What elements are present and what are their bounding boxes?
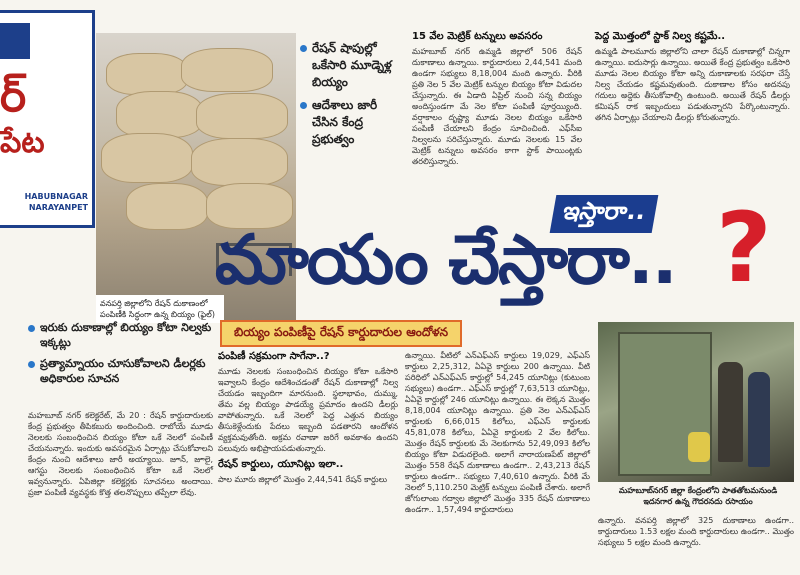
article-column-stats xyxy=(405,350,590,515)
column-body: పాల మూరు జిల్లాలో మొత్తం 2,44,541 రేషన్ కార్డులు xyxy=(218,475,388,484)
bullet-item: ఇరుకు దుకాణాల్లో బియ్యం కోటా నిల్వకు ఇక్కట్లు xyxy=(28,320,213,350)
article-column-left xyxy=(28,410,213,498)
headline-subtitle: బియ్యం పంపిణీపై రేషన్ కార్డుదారుల ఆందోళన xyxy=(220,320,462,347)
column-heading: పంపిణీ సక్రమంగా సాగేనా..? xyxy=(218,351,330,362)
article-column-far-right xyxy=(598,515,794,548)
article-column-center xyxy=(218,350,398,485)
column-heading: 15 వేల మెట్రిక్ టన్నులు అవసరం xyxy=(412,31,543,42)
bullet-icon xyxy=(300,45,307,52)
column-body: ఉన్నాయి. వీటిలో ఎన్‌ఎఫ్‌ఎస్ కార్డులు 19,029, ఎఫ్‌ఎస్ కార్డులు 2,25,312, ఏఏవై కార్డులు 200 ఉన్నాయి. వీటి పరిధిలో ఎన్‌ఎఫ్‌ఎస్ కార్డుల్లో 54,245 యూనిట్లు (కుటుంబ సభ్యులు) ఉండగా.. ఎఫ్‌ఎస్ కార్డుల్లో 7,63,513 యూనిట్లు, ఏఏవై కార్డుల్లో 246 యూనిట్లు ఉన్నాయి. ఈ లెక్కన మొత్తం 8,18,004 యూనిట్లు ఉన్నాయి. ప్రతి నెల ఎన్‌ఎఫ్‌ఎస్ కార్డులకు 6,66,015 కిలోలు, ఎఫ్‌ఎస్ కార్డులకు 45,81,078 కిలోలు, ఏఏవై కార్డులకు 2 వేల కిలోలు. మొత్తం రేషన్ కార్డులకు మే నెలకుగాను 52,49,093 కిలోల బియ్యం కోటా విడుదలైంది. అలాగే నారాయణపేట్ జిల్లాలో మొత్తం 558 రేషన్ దుకాణాలు ఉండగా.. 2,43,213 రేషన్ కార్డులు ఉండగా.. సభ్యులు 7,40,610 ఉన్నారు. వీరికి మే నెలలో 5,110.250 మెట్రిక్ టన్నులు పంపిణీ చేశారు. అలాగే జోగులాంబ గద్వాల జిల్లాలో మొత్తం 335 రేషన్ దుకాణాలు ఉండగా.. 1,57,494 కార్డుదారులు xyxy=(405,351,590,514)
column-body: మహబూబ్ నగర్ కలెక్టరేట్, మే 20 : రేషన్ కార్డుదారులకు కేంద్ర ప్రభుత్వం తీపికబురు అందించింది. రాబోయే మూడు నెలలకు సంబంధించిన బియ్యం కోటా ఒకే నెలలో పంపిణీ చేయనున్నారు. ఇందుకు అవసరమైన ఏర్పాట్లు చేసుకోవాలని కేంద్రం నుంచి ఆదేశాలు జారీ అయ్యాయి. జూన్, జూలై, ఆగస్టు నెలలకు సంబంధించిన కోటా ఒకే నెలలో ఇవ్వనున్నారు. ఏపిజిల్లా కలెక్టర్లకు సూచనలు అందాయి. ప్రజా పంపిణీ వ్యవస్థకు కొత్త తలనొప్పులు తప్పేలా లేవు. xyxy=(28,411,213,497)
column-heading: పెద్ద మొత్తంలో స్టాక్ నిల్వ కష్టమే.. xyxy=(595,31,726,42)
column-body: మూడు నెలలకు సంబంధించిన బియ్యం కోటా ఒకేసారి ఇవ్వాలని కేంద్రం ఆదేశించడంతో రేషన్ దుకాణాల్లో నిల్వ చేయడం ఇబ్బందిగా మారనుంది. స్థలాభావం, దుమ్ము, తేమ వల్ల బియ్యం పాడయ్యే ప్రమాదం ఉందని డీలర్లు వాపోతున్నారు. ఒకే నెలలో పెద్ద ఎత్తున బియ్యం తీసుకెళ్లేందుకు పేదలు ఇబ్బంది పడతారని ఆందోళన వ్యక్తమవుతోంది. అక్రమ రవాణా జరిగే అవకాశం ఉందని పలువురు అభిప్రాయపడుతున్నారు. xyxy=(218,367,398,453)
side-bullets xyxy=(28,320,213,392)
photo-caption: వనపర్తి జిల్లాలోని రేషన్ దుకాణంలో పంపిణీకి సిద్ధంగా ఉన్న బియ్యం (ఫైల్) xyxy=(96,295,224,323)
column-body: మహబూబ్ నగర్ ఉమ్మడి జిల్లాలో 506 రేషన్ దుకాణాలు ఉన్నాయి. కార్డుదారులు 2,44,541 మంది ఉండగా సభ్యులు 8,18,004 మంది ఉన్నారు. వీరికి ప్రతి నెల 5 వేల మెట్రిక్ టన్నుల బియ్యం కోటా విడుదల చేస్తున్నారు. ఈ ఏడాది ఏప్రిల్ నుంచి సన్న బియ్యం అందిస్తుండగా మే నెల కోటా పంపిణీ పూర్తయ్యింది. వర్షాకాలం దృష్ట్యా మూడు నెలల బియ్యం ఒకేసారి పంపిణీ చేయాలని కేంద్రం సూచించింది. ఎఫ్‌సీఐ నిల్వలను సరిచేస్తున్నారు. మూడు నెలలకు 15 వేల మెట్రిక్ టన్నులు అవసరం కాగా స్టాక్ పాయింట్లకు తరలిస్తున్నారు. xyxy=(412,47,582,166)
masthead-subtitle: పేట xyxy=(0,125,45,160)
headline-question-mark: ? xyxy=(716,192,772,304)
bullet-icon xyxy=(300,102,307,109)
masthead xyxy=(0,10,95,228)
ration-shop-photo xyxy=(598,322,794,482)
bullet-icon xyxy=(28,325,35,332)
masthead-title: ర్ xyxy=(0,71,27,122)
masthead-location: HABUBNAGAR NARAYANPET xyxy=(24,192,88,212)
bullet-item: ప్రత్యామ్నాయం చూసుకోవాలని డీలర్లకు అధికారుల సూచన xyxy=(28,356,213,386)
column-body: ఉన్నారు. వనపర్తి జిల్లాలో 325 దుకాణాలు ఉండగా.. కార్డుదారులు 1.53 లక్షల మంది కార్డుదారులు ఉండగా.. మొత్తం సభ్యులు 5 లక్షల మంది ఉన్నారు. xyxy=(598,516,794,547)
article-column-right xyxy=(595,30,790,123)
masthead-accent xyxy=(0,23,30,59)
column-body: ఉమ్మడి పాలమూరు జిల్లాలోని చాలా రేషన్ దుకాణాల్లో చిన్నగా ఉన్నాయి. ఐదుసార్లు ఉన్నాయి. అయితే కేంద్ర ప్రభుత్వం ఒకేసారి మూడు నెలల బియ్యం కోటా అన్ని దుకాణాలకు సరఫరా చేస్తే నిల్వ చేయడం కష్టమవుతుంది. దుకాణాల కోసం అదనపు గదులు అద్దెకు తీసుకోవాల్సి ఉంటుంది. అయితే రేషన్ డీలర్లు కమిషన్ రాక ఇబ్బందులు పడుతున్నారని పేర్కొంటున్నారు. తగిన ఏర్పాట్లు చేయాలని డీలర్లు కోరుతున్నారు. xyxy=(595,47,790,122)
photo-caption: మహబూబ్‌నగర్ జిల్లా కేంద్రంలోని పాతతోటమనుండి ఇదనగార ఉన్న గౌదరనదు రసాయం xyxy=(618,486,778,506)
headline-kicker: ఇస్తారా.. xyxy=(550,195,659,233)
bullet-icon xyxy=(28,361,35,368)
bullet-item: రేషన్ షాపుల్లో ఒకేసారి మూడ్నెళ్ల బియ్యం xyxy=(300,40,400,91)
top-bullets xyxy=(300,40,400,154)
headline-main: మాయం చేస్తారా.. xyxy=(215,221,676,300)
article-column-mid xyxy=(412,30,582,167)
bullet-item: ఆదేశాలు జారీ చేసిన కేంద్ర ప్రభుత్వం xyxy=(300,97,400,148)
column-heading: రేషన్ కార్డులు, యూనిట్లు ఇలా.. xyxy=(218,459,344,470)
